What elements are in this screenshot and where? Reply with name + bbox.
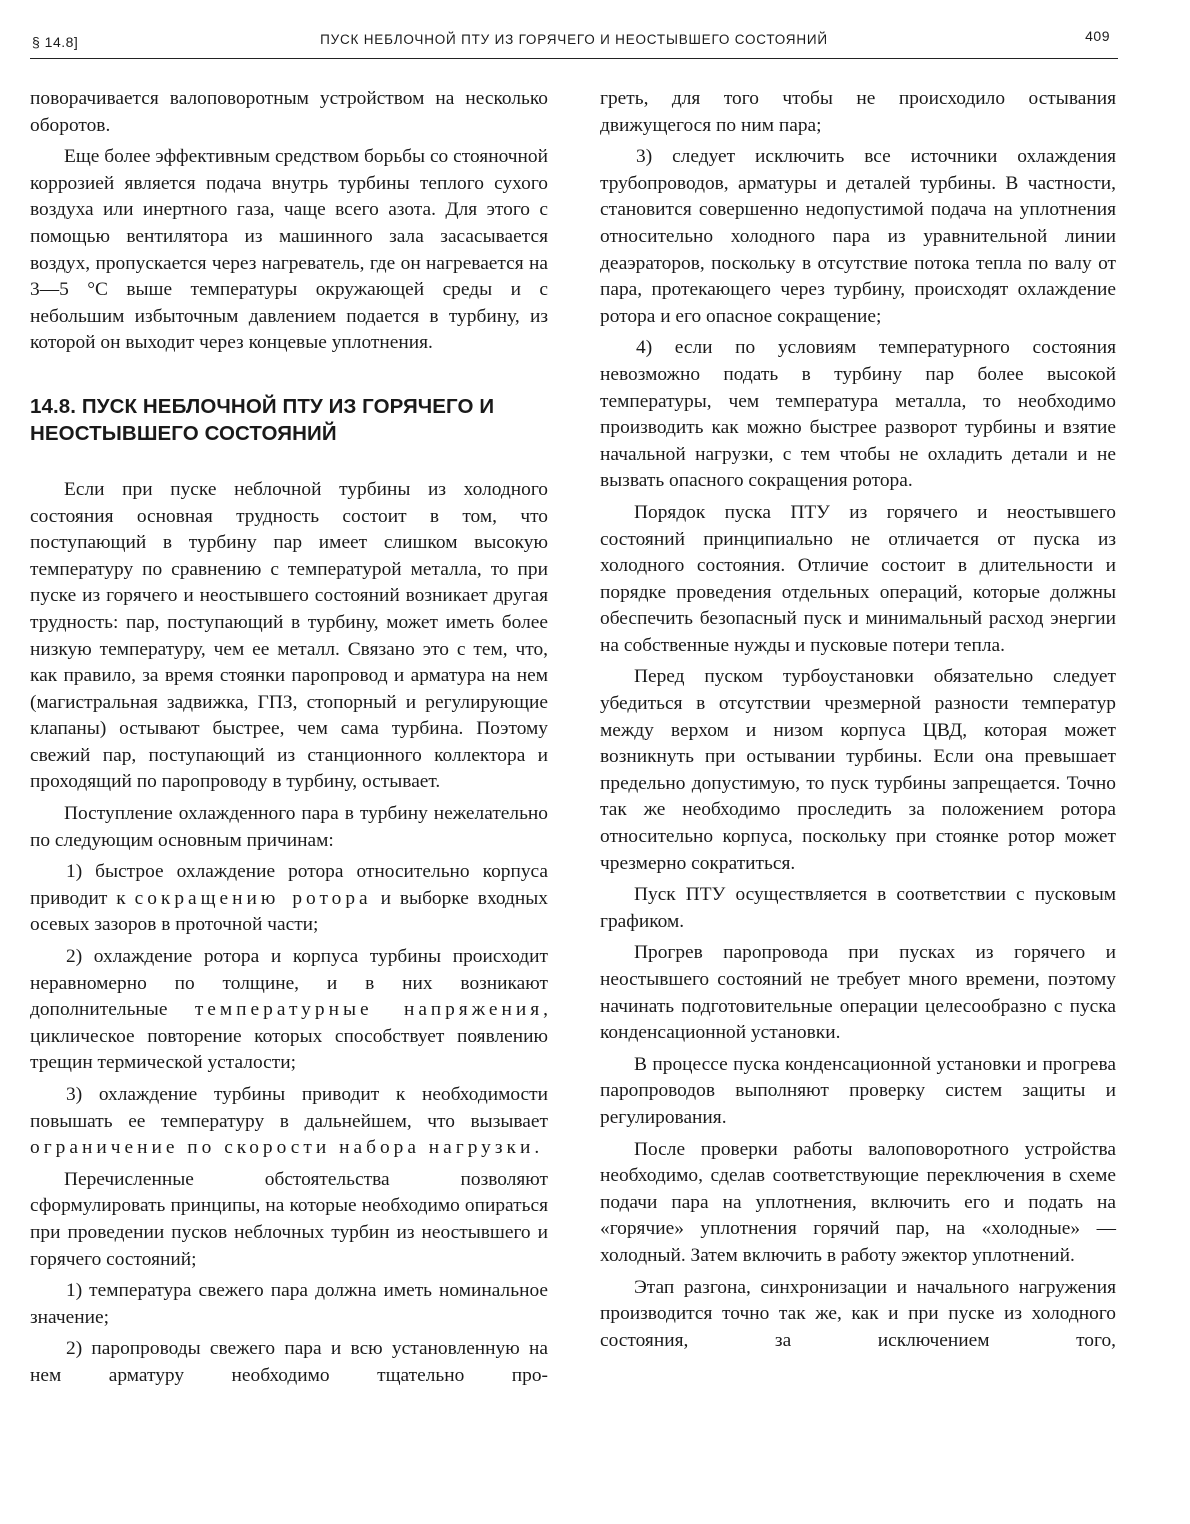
emphasized-term: сокращению ротора bbox=[134, 887, 372, 909]
emphasized-term: температурные напряжения bbox=[194, 999, 544, 1021]
paragraph: После проверки работы валоповоротного устройства необходимо, сделав соответствующие переключения в схеме подачи пара на уплотнения, включить его и подать на «горячие» уплотнения горячий пар, на «холодные» — холодный. Затем включить в работу эжектор уплотнений. bbox=[600, 1138, 1116, 1266]
paragraph: Порядок пуска ПТУ из горячего и неостывшего состояний принципиально не отличается от пуска из холодного состояния. Отличие состоит в длительности и порядке проведения отдельных операций, которые должны обеспечить безопасный пуск и минимальный расход энергии на собственные нужды и пусковые потери тепла. bbox=[600, 501, 1116, 656]
list-item-text: 2) охлаждение ротора и корпуса турбины происходит неравномерно по толщине, и в них возникают дополнительные bbox=[30, 946, 548, 1021]
list-item: 2) паропроводы свежего пара и всю установленную на нем арматуру необходимо тщательно про- bbox=[30, 1338, 548, 1386]
list-item-text: . bbox=[534, 1137, 540, 1159]
list-item-text: 3) охлаждение турбины приводит к необходимости повышать ее температуру в дальнейшем, что вызывает bbox=[30, 1084, 548, 1132]
list-item bbox=[30, 859, 548, 939]
paragraph: греть, для того чтобы не происходило остывания движущегося по ним пара; bbox=[600, 88, 1116, 136]
paragraph: поворачивается валоповоротным устройством на несколько оборотов. bbox=[30, 88, 548, 136]
list-item: 1) температура свежего пара должна иметь номинальное значение; bbox=[30, 1280, 548, 1328]
running-title: ПУСК НЕБЛОЧНОЙ ПТУ ИЗ ГОРЯЧЕГО И НЕОСТЫВШЕГО СОСТОЯНИЙ bbox=[320, 32, 828, 47]
emphasized-term: ограничение по скорости набора нагрузки bbox=[30, 1137, 535, 1159]
list-item-text: и выборке входных осевых зазоров в проточной части; bbox=[30, 887, 549, 936]
section-heading: 14.8. ПУСК НЕБЛОЧНОЙ ПТУ ИЗ ГОРЯЧЕГО И НЕОСТЫВШЕГО СОСТОЯНИЙ bbox=[30, 394, 495, 445]
header-rule bbox=[30, 58, 1118, 59]
list-item-text: 1) быстрое охлаждение ротора относительно корпуса приводит к bbox=[30, 861, 548, 909]
list-item-text: , циклическое повторение которых способствует появлению трещин термической усталости; bbox=[30, 999, 548, 1074]
paragraph: Поступление охлажденного пара в турбину нежелательно по следующим основным причинам: bbox=[30, 803, 548, 851]
running-header bbox=[30, 26, 1118, 54]
page-number: 409 bbox=[1085, 28, 1110, 44]
right-column bbox=[600, 86, 1116, 1359]
paragraph: Если при пуске неблочной турбины из холодного состояния основная трудность состоит в том, что поступающий в турбину пар имеет слишком высокую температуру по сравнению с температурой металла, то при пуске из горячего и неостывшего состояний возникает другая трудность: пар, поступающий в турбину, может иметь более низкую температуру, чем ее металл. Связано это с тем, что, как правило, за время стоянки паропровод и арматура на нем (магистральная задвижка, ГПЗ, стопорный и регулирующие клапаны) остывают быстрее, чем сама турбина. Поэтому свежий пар, поступающий из станционного коллектора и проходящий по паропроводу в турбину, остывает. bbox=[30, 478, 548, 793]
paragraph: Прогрев паропровода при пусках из горячего и неостывшего состояний не требует много времени, поэтому начинать подготовительные операции целесообразно с пуска конденсационной установки. bbox=[600, 942, 1116, 1044]
list-item: 4) если по условиям температурного состояния невозможно подать в турбину пар более высокой температуры, чем температура металла, то необходимо производить как можно быстрее разворот турбины и взятие начальной нагрузки, с тем чтобы не охладить детали и не вызвать опасного сокращения ротора. bbox=[600, 337, 1116, 492]
paragraph: Еще более эффективным средством борьбы со стояночной коррозией является подача внутрь турбины теплого сухого воздуха или инертного газа, чаще всего азота. Для этого с помощью вентилятора из машинного зала засасывается воздух, пропускается через нагреватель, где он нагревается на 3—5 °C выше температуры окружающей среды и с небольшим избыточным давлением подается в турбину, из которой он выходит через концевые уплотнения. bbox=[30, 146, 548, 354]
paragraph: Перед пуском турбоустановки обязательно следует убедиться в отсутствии чрезмерной разности температур между верхом и низом корпуса ЦВД, которая может возникнуть при остывании турбины. Если она превышает предельно допустимую, то пуск турбины запрещается. Точно так же необходимо проследить за положением ротора относительно корпуса, поскольку при стоянке ротор может чрезмерно сократиться. bbox=[600, 666, 1116, 874]
left-column bbox=[30, 86, 548, 1395]
list-item bbox=[30, 1082, 548, 1162]
paragraph: Пуск ПТУ осуществляется в соответствии с пусковым графиком. bbox=[600, 884, 1116, 932]
section-reference: § 14.8] bbox=[32, 34, 79, 50]
list-item: 3) следует исключить все источники охлаждения трубопроводов, арматуры и деталей турбины. В частности, становится совершенно недопустимой подача на уплотнения относительно холодного пара из уравнительной линии деаэраторов, поскольку в отсутствие потока тепла по валу от пара, протекающего через турбину, происходят охлаждение ротора и его опасное сокращение; bbox=[600, 146, 1116, 327]
paragraph: В процессе пуска конденсационной установки и прогрева паропроводов выполняют проверку систем защиты и регулирования. bbox=[600, 1053, 1116, 1128]
paragraph: Этап разгона, синхронизации и начального нагружения производится точно так же, как и при пуске из холодного состояния, за исключением того, bbox=[600, 1276, 1116, 1351]
list-item bbox=[30, 944, 548, 1077]
paragraph: Перечисленные обстоятельства позволяют сформулировать принципы, на которые необходимо опираться при проведении пусков неблочных турбин из неостывшего и горячего состояний; bbox=[30, 1168, 548, 1270]
